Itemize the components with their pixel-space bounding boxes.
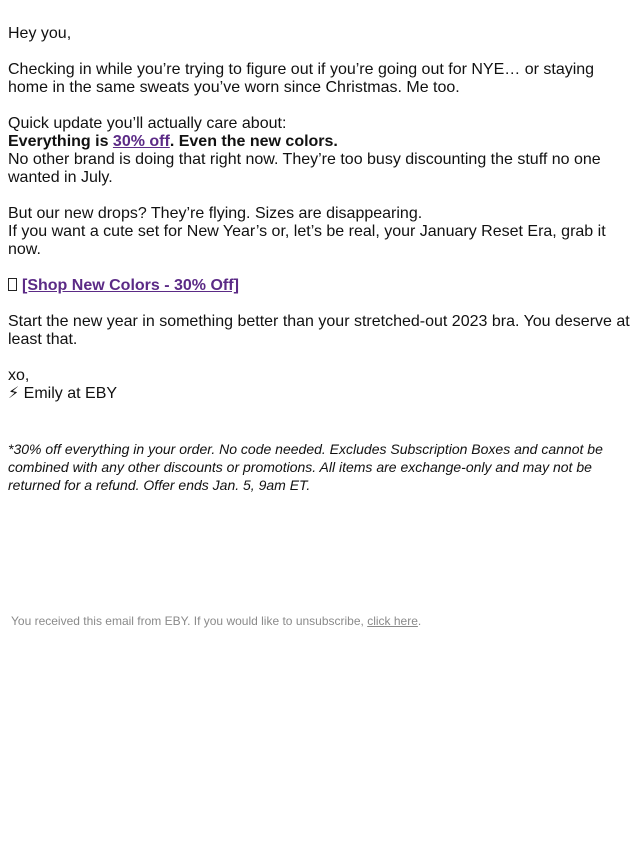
cta-row <box>8 277 632 295</box>
shop-new-colors-link[interactable]: [Shop New Colors - 30% Off] <box>22 277 239 294</box>
offer-prefix: Everything is <box>8 133 113 150</box>
signoff <box>8 367 632 403</box>
drops-line-2: If you want a cute set for New Year’s or, let’s be real, your January Reset Era, grab it now. <box>8 223 606 258</box>
signature: ⚡ Emily at EBY <box>8 385 118 402</box>
drops-line-1: But our new drops? They’re flying. Sizes are disappearing. <box>8 205 423 222</box>
update-section <box>8 115 632 187</box>
footer <box>11 613 421 629</box>
missing-glyph-icon <box>8 278 17 291</box>
closing-paragraph: Start the new year in something better than your stretched-out 2023 bra. You deserve at least that. <box>8 313 630 348</box>
offer-link[interactable]: 30% off <box>112 133 170 150</box>
offer-headline <box>8 133 632 151</box>
other-brands-text: No other brand is doing that right now. They’re too busy discounting the stuff no one wanted in July. <box>8 151 601 186</box>
unsubscribe-link[interactable]: click here <box>367 614 418 628</box>
greeting: Hey you, <box>8 25 72 42</box>
intro-paragraph: Checking in while you’re trying to figure out if you’re going out for NYE… or staying home in the same sweats you’ve worn since Christmas. Me too. <box>8 61 595 96</box>
offer-suffix: . Even the new colors. <box>169 133 338 150</box>
disclaimer: *30% off everything in your order. No code needed. Excludes Subscription Boxes and cannot be combined with any other discounts or promotions. All items are exchange-only and may not be returned for a refund. Offer ends Jan. 5, 9am ET. <box>8 441 603 493</box>
signoff-xo: xo, <box>8 367 30 384</box>
drops-section <box>8 205 632 259</box>
footer-text: You received this email from EBY. If you would like to unsubscribe, <box>11 614 368 628</box>
footer-end: . <box>417 614 422 628</box>
update-lead: Quick update you’ll actually care about: <box>8 115 287 132</box>
